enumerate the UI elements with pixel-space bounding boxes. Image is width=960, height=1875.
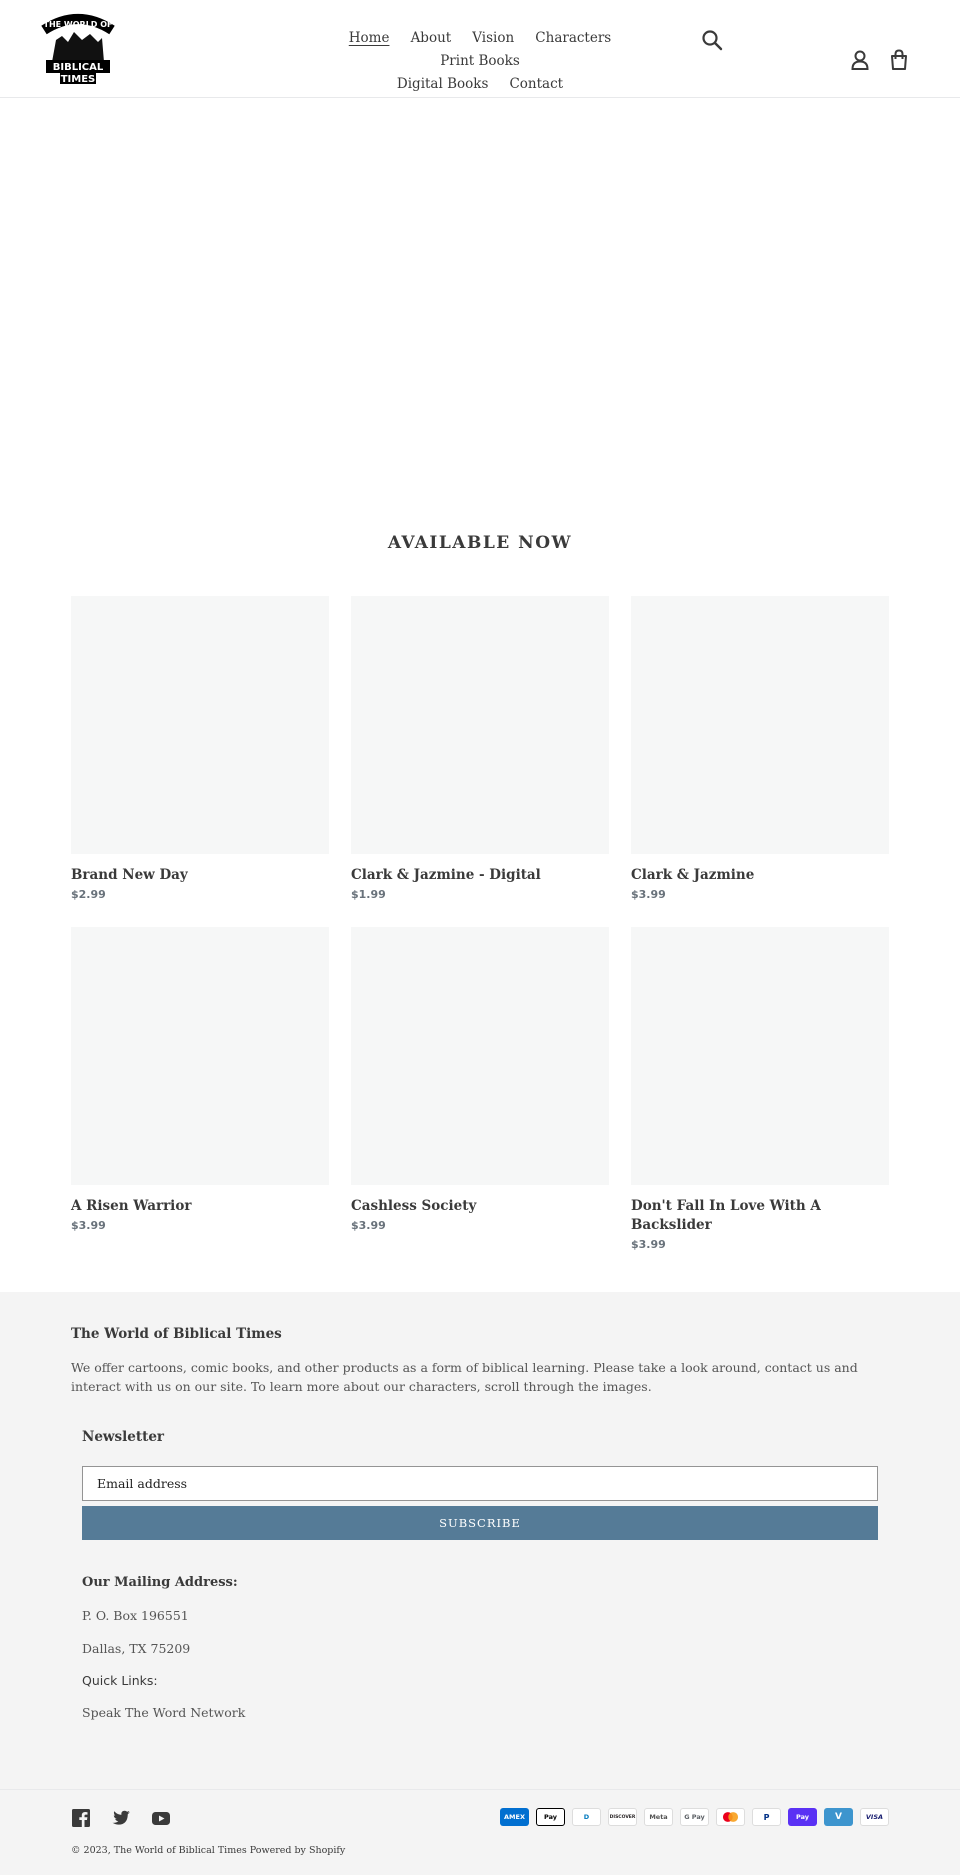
svg-text:THE WORLD OF: THE WORLD OF [43,20,113,29]
product-price: $1.99 [351,888,386,901]
product-image[interactable] [631,927,889,1185]
nav-about[interactable]: About [410,30,452,46]
twitter-icon[interactable] [111,1808,131,1828]
product-title[interactable]: Clark & Jazmine - Digital [351,867,541,883]
subscribe-button[interactable]: SUBSCRIBE [82,1506,878,1540]
google-pay-icon: G Pay [680,1808,709,1826]
nav-contact[interactable]: Contact [509,76,564,92]
product-price: $3.99 [631,1238,666,1251]
nav-digital-books[interactable]: Digital Books [396,76,489,92]
hero-banner [0,99,960,499]
product-title[interactable]: Clark & Jazmine [631,867,755,883]
amex-icon: AMEX [500,1808,529,1826]
site-header [0,0,960,98]
site-footer [0,1292,960,1875]
email-input[interactable] [82,1466,878,1501]
footer-description: We offer cartoons, comic books, and other products as a form of biblical learning. Please take a look around, contact us and interact with us on our site. To learn more about our characters, scroll through the images. [71,1360,858,1394]
quick-links-title: Quick Links: [82,1673,158,1688]
svg-text:TIMES: TIMES [60,74,96,85]
newsletter-title: Newsletter [82,1429,165,1445]
footer-divider [0,1789,960,1790]
diners-club-icon: D [572,1808,601,1826]
product-image[interactable] [71,596,329,854]
logo-graphic [38,10,118,88]
mailing-address-title: Our Mailing Address: [82,1575,238,1590]
product-price: $3.99 [351,1219,386,1232]
product-title[interactable]: Don't Fall In Love With A Backslider [631,1198,821,1233]
svg-text:BIBLICAL: BIBLICAL [52,62,104,73]
product-title[interactable]: Brand New Day [71,867,188,883]
product-card[interactable] [71,596,329,901]
site-logo[interactable] [38,10,118,88]
youtube-icon[interactable] [151,1808,171,1828]
collection-title: AVAILABLE NOW [387,533,573,553]
product-image[interactable] [71,927,329,1185]
nav-home[interactable]: Home [348,30,390,46]
user-icon[interactable] [848,48,872,72]
product-price: $2.99 [71,888,106,901]
copyright-text: © 2023, The World of Biblical Times Powered by Shopify [71,1845,346,1856]
paypal-icon: P [752,1808,781,1826]
product-price: $3.99 [631,888,666,901]
apple-pay-icon: Pay [536,1808,565,1826]
cart-icon[interactable] [887,48,911,72]
meta-pay-icon: Meta [644,1808,673,1826]
address-line-1: P. O. Box 196551 [82,1608,189,1623]
quick-link-speak-the-word[interactable]: Speak The Word Network [82,1705,246,1720]
visa-icon: VISA [860,1808,889,1826]
footer-title: The World of Biblical Times [71,1326,282,1342]
product-card[interactable] [71,927,329,1232]
venmo-icon: V [824,1808,853,1826]
address-line-2: Dallas, TX 75209 [82,1641,191,1656]
main-nav [300,26,660,95]
nav-print-books[interactable]: Print Books [440,53,520,69]
discover-icon: DISCOVER [608,1808,637,1826]
product-image[interactable] [631,596,889,854]
product-image[interactable] [351,596,609,854]
product-price: $3.99 [71,1219,106,1232]
nav-characters[interactable]: Characters [535,30,612,46]
product-title[interactable]: A Risen Warrior [71,1198,192,1214]
product-card[interactable] [631,596,889,901]
product-card[interactable] [351,596,609,901]
search-icon[interactable] [700,28,724,52]
product-image[interactable] [351,927,609,1185]
nav-vision[interactable]: Vision [472,30,515,46]
product-title[interactable]: Cashless Society [351,1198,477,1214]
product-card[interactable] [351,927,609,1232]
shop-pay-icon: Pay [788,1808,817,1826]
mastercard-icon [716,1808,745,1826]
product-card[interactable] [631,927,889,1251]
mastercard-circles-icon [717,1809,744,1825]
facebook-icon[interactable] [71,1808,91,1828]
